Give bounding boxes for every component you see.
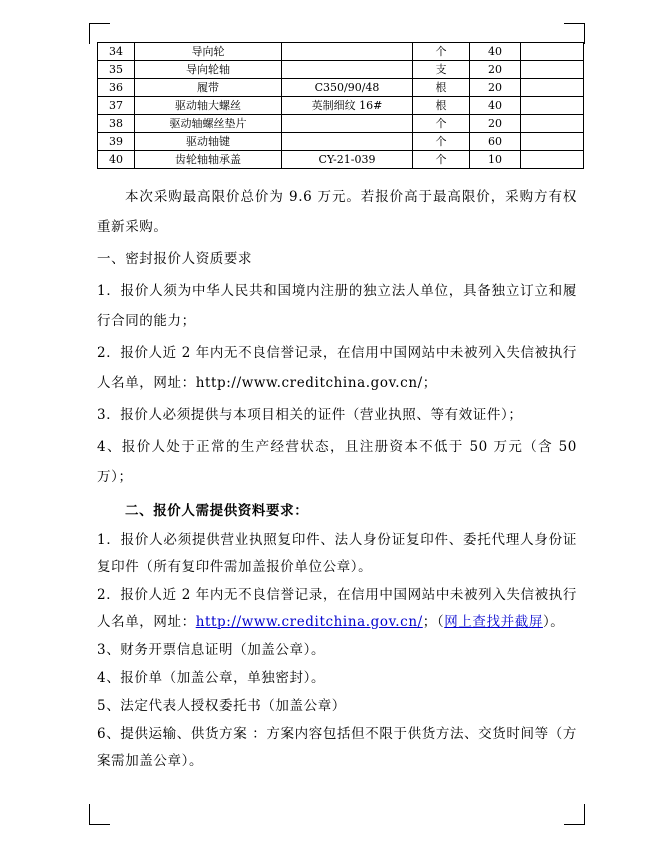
section-2-list bbox=[97, 527, 577, 775]
cell-note bbox=[521, 79, 584, 97]
cell-qty: 20 bbox=[470, 79, 521, 97]
cell-spec: C350/90/48 bbox=[282, 79, 413, 97]
cell-spec bbox=[282, 61, 413, 79]
crop-mark-bottom-right bbox=[564, 804, 585, 825]
section-2-item-3: 3、财务开票信息证明（加盖公章）。 bbox=[97, 642, 326, 658]
cell-unit: 根 bbox=[413, 79, 470, 97]
document-content bbox=[97, 42, 577, 775]
cell-name: 导向轮 bbox=[135, 43, 282, 61]
cell-no: 37 bbox=[98, 97, 135, 115]
cell-no: 39 bbox=[98, 133, 135, 151]
cell-unit: 支 bbox=[413, 61, 470, 79]
cell-spec: CY-21-039 bbox=[282, 151, 413, 169]
cell-unit: 个 bbox=[413, 151, 470, 169]
creditchina-link[interactable]: http://www.creditchina.gov.cn/ bbox=[195, 614, 423, 630]
cell-spec: 英制细纹 16# bbox=[282, 97, 413, 115]
table-row bbox=[98, 97, 584, 115]
parts-table bbox=[97, 42, 584, 169]
cell-name: 履带 bbox=[135, 79, 282, 97]
table-row bbox=[98, 43, 584, 61]
cell-note bbox=[521, 97, 584, 115]
cell-name: 导向轮轴 bbox=[135, 61, 282, 79]
cell-unit: 根 bbox=[413, 97, 470, 115]
section-2-item-2-lead: 2．报价人近 2 年内无不良信誉记录，在信用中国网站中未被列入失信被执行人名单，网址： bbox=[97, 587, 577, 630]
cell-unit: 个 bbox=[413, 133, 470, 151]
section-2-item-2-tail: ）。 bbox=[542, 614, 565, 630]
section-2-title: 二、报价人需提供资料要求： bbox=[125, 503, 309, 519]
cell-no: 40 bbox=[98, 151, 135, 169]
intro-paragraph: 本次采购最高限价总价为 9.6 万元。若报价高于最高限价，采购方有权重新采购。 bbox=[97, 189, 577, 235]
table-row bbox=[98, 115, 584, 133]
cell-spec bbox=[282, 43, 413, 61]
cell-unit: 个 bbox=[413, 43, 470, 61]
cell-spec bbox=[282, 133, 413, 151]
cell-qty: 40 bbox=[470, 43, 521, 61]
cell-spec bbox=[282, 115, 413, 133]
crop-mark-bottom-left bbox=[89, 804, 110, 825]
section-1-item-4: 4、报价人处于正常的生产经营状态，且注册资本不低于 50 万元（含 50 万）； bbox=[97, 439, 577, 485]
section-2-item-4: 4、报价单（加盖公章，单独密封）。 bbox=[97, 670, 326, 686]
section-2-item-1: 1．报价人必须提供营业执照复印件、法人身份证复印件、委托代理人身份证复印件（所有复印件需加盖报价单位公章）。 bbox=[97, 532, 577, 575]
cell-no: 35 bbox=[98, 61, 135, 79]
section-2-item-2-emphasis: 网上查找并截屏 bbox=[444, 614, 543, 630]
section-1-item-3: 3．报价人必须提供与本项目相关的证件（营业执照、等有效证件）； bbox=[97, 407, 523, 423]
table-row bbox=[98, 151, 584, 169]
section-2-item-5: 5、法定代表人授权委托书（加盖公章） bbox=[97, 698, 346, 714]
section-2-item-2 bbox=[97, 582, 577, 636]
cell-name: 驱动轴大螺丝 bbox=[135, 97, 282, 115]
section-1-item-2: 2．报价人近 2 年内无不良信誉记录，在信用中国网站中未被列入失信被执行人名单，网址：http://www.creditchina.gov.cn/； bbox=[97, 345, 577, 391]
cell-note bbox=[521, 115, 584, 133]
table-row bbox=[98, 79, 584, 97]
section-2-item-2-mid: ；（ bbox=[422, 614, 445, 630]
cell-no: 38 bbox=[98, 115, 135, 133]
section-1-title: 一、密封报价人资质要求 bbox=[97, 251, 253, 267]
cell-qty: 10 bbox=[470, 151, 521, 169]
cell-note bbox=[521, 133, 584, 151]
cell-name: 驱动轴键 bbox=[135, 133, 282, 151]
cell-note bbox=[521, 151, 584, 169]
cell-name: 齿轮轴轴承盖 bbox=[135, 151, 282, 169]
cell-no: 36 bbox=[98, 79, 135, 97]
cell-note bbox=[521, 43, 584, 61]
cell-no: 34 bbox=[98, 43, 135, 61]
section-1-item-1: 1．报价人须为中华人民共和国境内注册的独立法人单位，具备独立订立和履行合同的能力； bbox=[97, 283, 577, 329]
cell-name: 驱动轴螺丝垫片 bbox=[135, 115, 282, 133]
crop-mark-top-left bbox=[89, 23, 110, 44]
section-2-item-6: 6、提供运输、供货方案 ：方案内容包括但不限于供货方法、交货时间等（方案需加盖公章）。 bbox=[97, 726, 577, 769]
cell-unit: 个 bbox=[413, 115, 470, 133]
table-row bbox=[98, 133, 584, 151]
cell-qty: 60 bbox=[470, 133, 521, 151]
cell-qty: 20 bbox=[470, 115, 521, 133]
table-row bbox=[98, 61, 584, 79]
crop-mark-top-right bbox=[564, 23, 585, 44]
cell-note bbox=[521, 61, 584, 79]
cell-qty: 20 bbox=[470, 61, 521, 79]
cell-qty: 40 bbox=[470, 97, 521, 115]
